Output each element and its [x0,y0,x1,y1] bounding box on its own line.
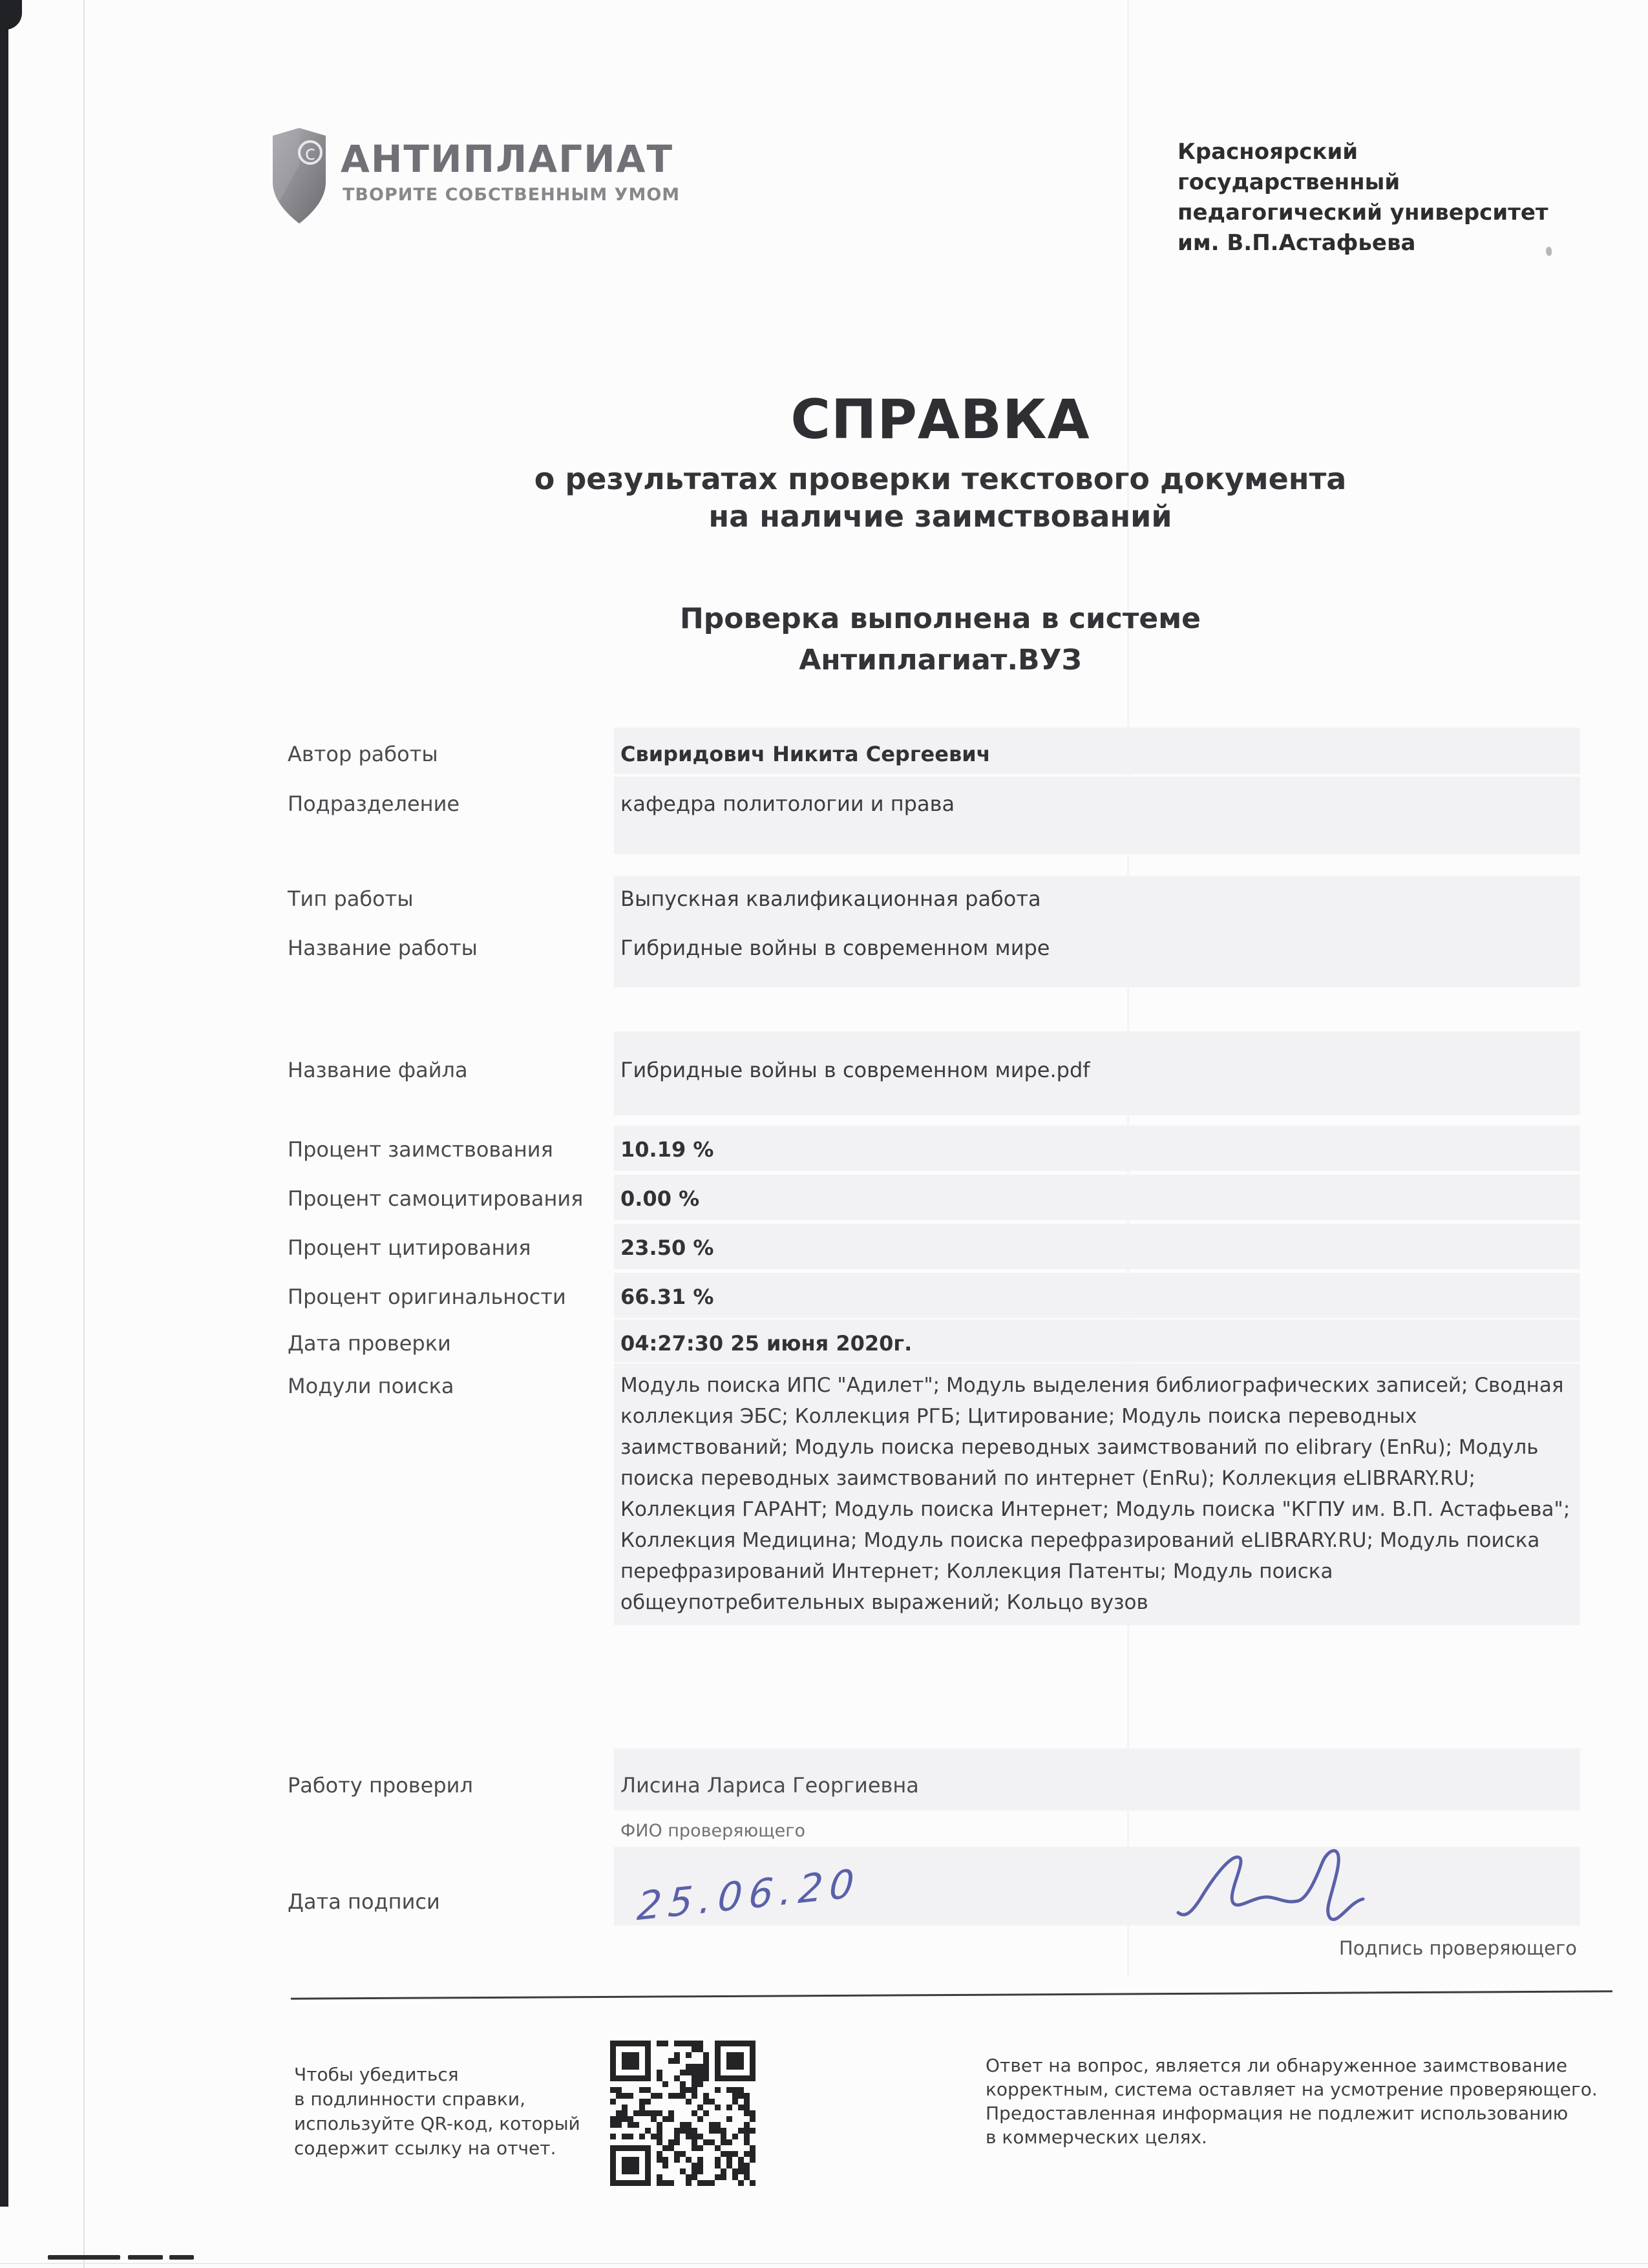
field-label: Процент самоцитирования [288,1186,584,1211]
field-value: Свиридович Никита Сергеевич [620,742,991,766]
field-value: кафедра политологии и права [620,792,955,816]
qr-code [610,2041,757,2187]
field-value: Гибридные войны в современном мире.pdf [620,1058,1090,1082]
qr-instruction-line: содержит ссылку на отчет. [294,2137,556,2159]
antiplagiat-shield-logo-icon [271,127,327,227]
university-line: государственный [1178,169,1400,195]
scan-dash-artifact [169,2255,194,2260]
university-line: педагогический университет [1178,200,1548,226]
field-label: Процент оригинальности [288,1285,566,1309]
disclaimer-line: Предоставленная информация не подлежит использованию [986,2103,1569,2124]
field-label: Модули поиска [288,1374,454,1398]
document-title: СПРАВКА [790,388,1090,451]
qr-instruction-line: используйте QR-код, который [294,2113,580,2134]
signature-caption: Подпись проверяющего [1338,1937,1577,1959]
field-label: Название файла [288,1058,468,1082]
field-value: Гибридные войны в современном мире [620,936,1050,960]
reviewer-label: Работу проверил [288,1773,473,1798]
university-line: им. В.П.Астафьева [1178,230,1416,256]
university-line: Красноярский [1178,139,1358,165]
reviewer-name: Лисина Лариса Георгиевна [620,1773,919,1798]
scan-dash-artifact [128,2255,163,2260]
reviewer-name-caption: ФИО проверяющего [620,1821,805,1841]
footer-divider-line [291,1990,1612,1999]
system-check-line2: Антиплагиат.ВУЗ [799,644,1082,677]
field-label: Название работы [288,936,478,960]
field-label: Подразделение [288,792,460,816]
field-label: Процент заимствования [288,1137,553,1162]
scan-corner-artifact [0,0,22,30]
paper-fold-line [1127,0,1129,1977]
scan-left-edge-artifact [0,0,8,2207]
scan-bottom-hairline [0,2263,1648,2264]
qr-instruction-line: Чтобы убедиться [294,2064,459,2085]
university-name [1178,137,1548,258]
qr-instruction-line: в подлинности справки, [294,2088,525,2110]
disclaimer-line: Ответ на вопрос, является ли обнаруженное заимствование [986,2055,1568,2076]
field-label: Процент цитирования [288,1235,531,1260]
field-value: 0.00 % [620,1186,700,1211]
field-value: 23.50 % [620,1235,714,1260]
scan-dash-artifact [48,2255,120,2260]
disclaimer-line: в коммерческих целях. [986,2126,1207,2148]
field-label: Тип работы [288,887,414,911]
system-check-line1: Проверка выполнена в системе [679,602,1201,635]
field-value: Модуль поиска ИПС "Адилет"; Модуль выделения библиографических записей; Сводная коллекция ЭБС; Коллекция РГБ; Цитирование; Модуль поиска переводных заимствований; Модуль поиска переводных заимствований по elibrary (EnRu); Модуль поиска переводных заимствований по интернет (EnRu); Коллекция eLIBRARY.RU; Коллекция ГАРАНТ; Модуль поиска Интернет; Модуль поиска "КГПУ им. В.П. Астафьева"; Коллекция Медицина; Модуль поиска перефразирований eLIBRARY.RU; Модуль поиска перефразирований Интернет; Коллекция Патенты; Модуль поиска общеупотребительных выражений; Кольцо вузов [620,1374,1570,1614]
field-value: 66.31 % [620,1285,714,1309]
handwritten-date: 25.06.20 [635,1860,862,1930]
field-label: Дата проверки [288,1331,451,1356]
qr-instruction-text [294,2063,580,2161]
sign-date-label: Дата подписи [288,1889,440,1914]
antiplagiat-brand-text: АНТИПЛАГИАТ [341,137,674,181]
field-value: Выпускная квалификационная работа [620,887,1041,911]
paper-edge-line [83,0,85,2268]
document-subtitle-line2: на наличие заимствований [708,499,1172,534]
field-value: 10.19 % [620,1137,714,1162]
handwritten-signature [1173,1843,1367,1933]
antiplagiat-tagline: ТВОРИТЕ СОБСТВЕННЫМ УМОМ [343,185,681,205]
field-value: 04:27:30 25 июня 2020г. [620,1331,913,1356]
disclaimer-text [986,2053,1598,2149]
field-label: Автор работы [288,742,438,766]
disclaimer-line: корректным, система оставляет на усмотрение проверяющего. [986,2079,1598,2100]
svg-text:c: c [304,142,316,165]
document-subtitle-line1: о результатах проверки текстового документа [534,461,1347,496]
